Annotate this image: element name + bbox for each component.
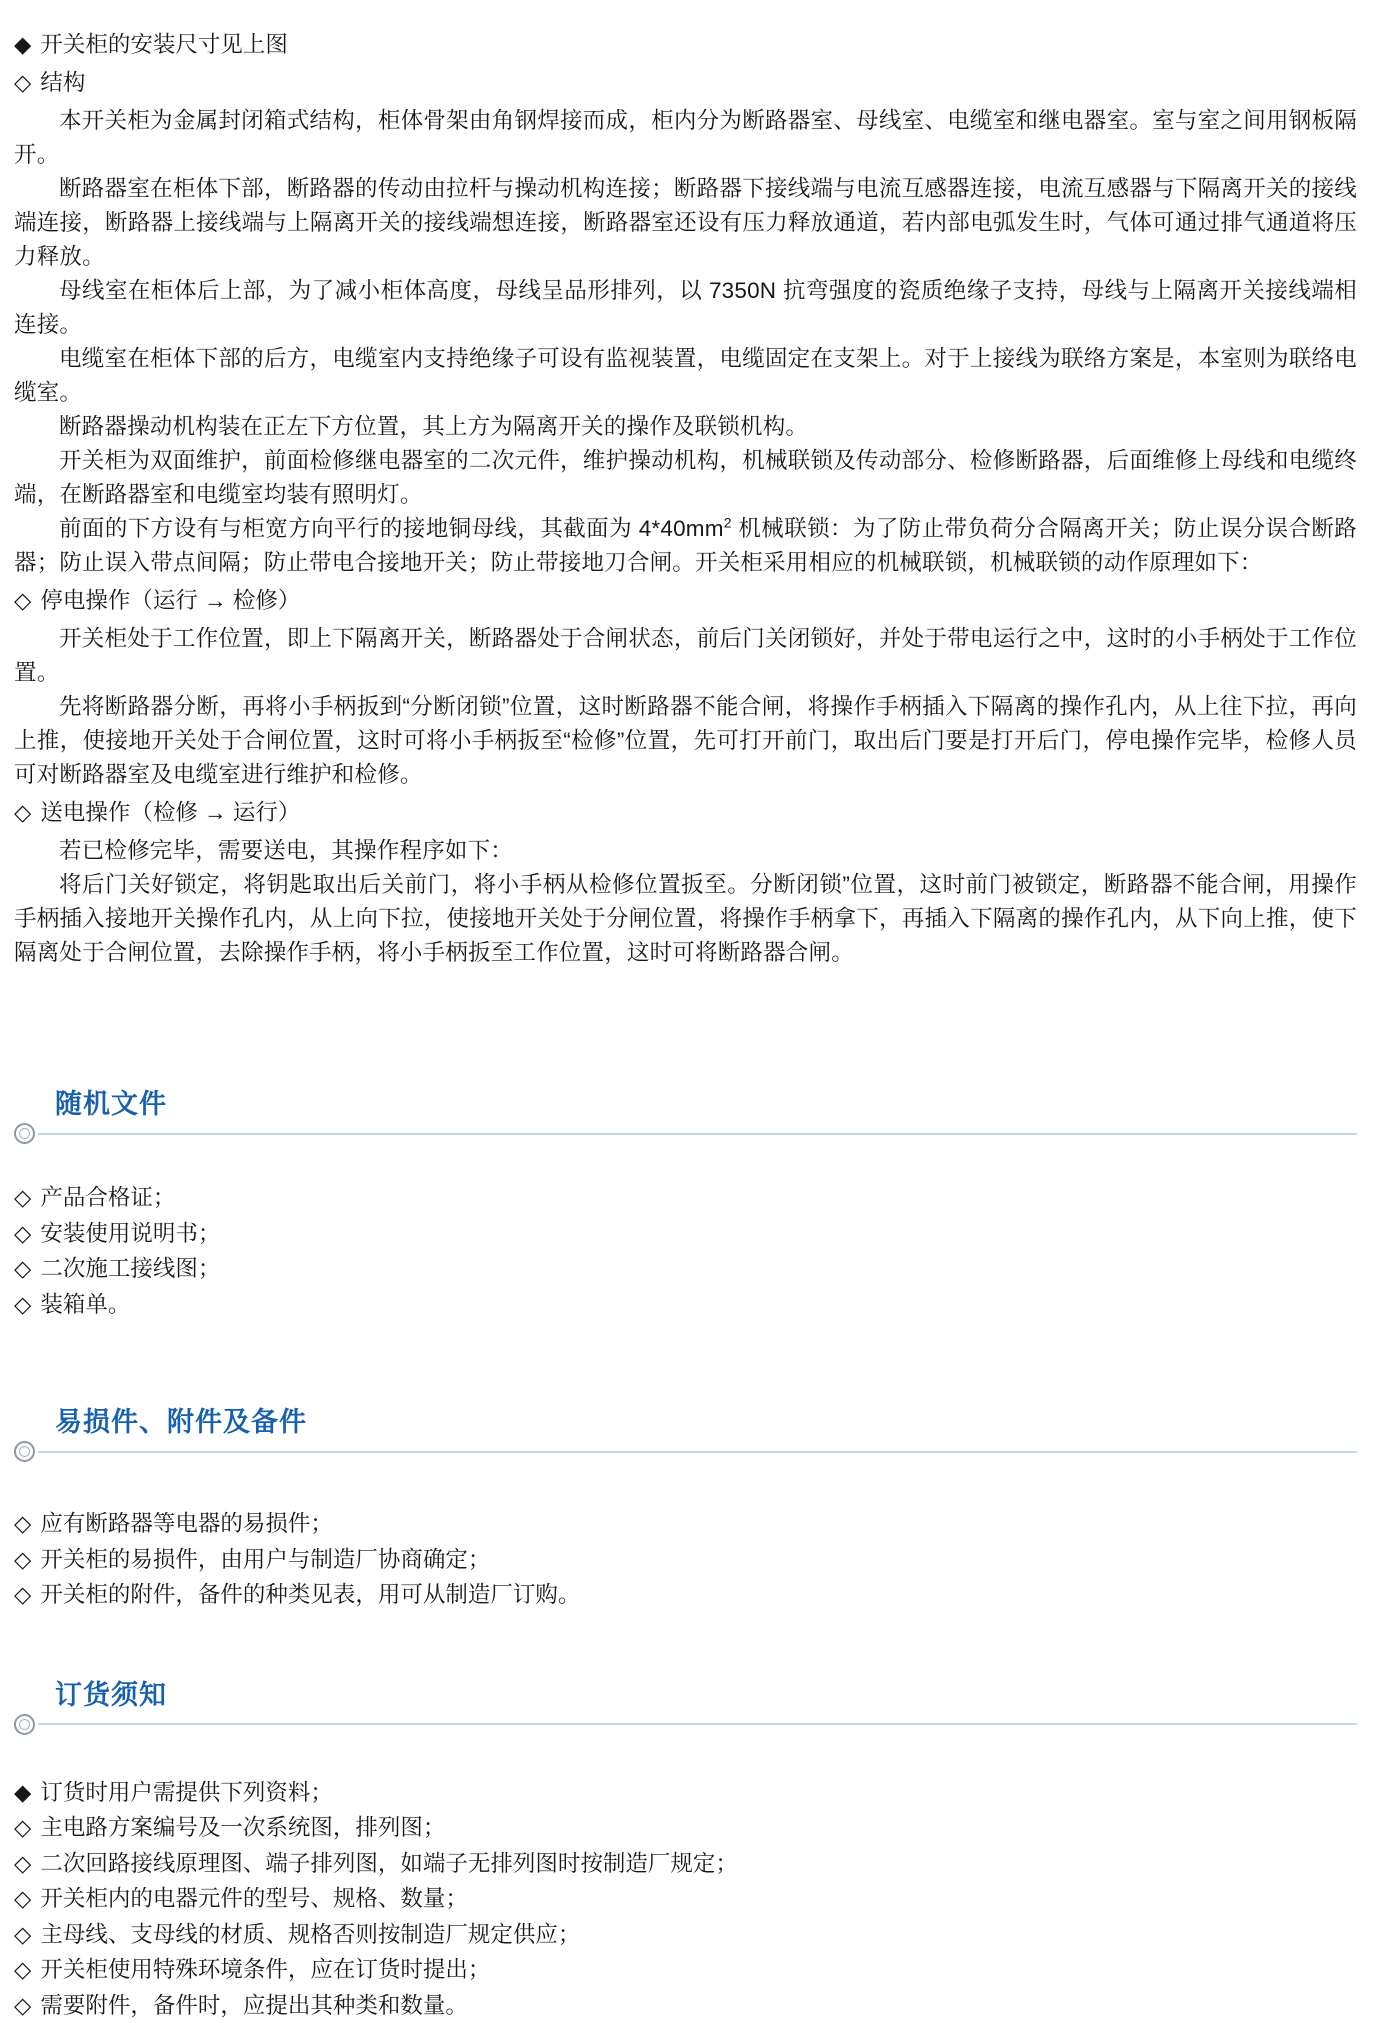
list-item — [14, 1917, 1357, 1953]
list-item-text: 二次施工接线图； — [40, 1251, 220, 1287]
list-item — [14, 1881, 1357, 1917]
superscript-2: 2 — [724, 515, 732, 531]
list-item — [14, 1287, 1357, 1323]
list-item — [14, 1988, 1357, 2023]
section-ring-icon — [14, 1123, 35, 1144]
structure-paragraph-2: 断路器室在柜体下部，断路器的传动由拉杆与操动机构连接；断路器下接线端与电流互感器连接，电流互感器与下隔离开关的接线端连接，断路器上接线端与上隔离开关的接线端想连接，断路器室还设有压力释放通道，若内部电弧发生时，气体可通过排气通道将压力释放。 — [14, 172, 1357, 274]
section-divider — [14, 1714, 1357, 1735]
section-rule-line — [38, 1451, 1357, 1453]
hollow-diamond-bullet-icon: ◇ — [14, 1881, 31, 1917]
power-off-paragraph-1: 开关柜处于工作位置，即上下隔离开关，断路器处于合闸状态，前后门关闭锁好，并处于带电运行之中，这时的小手柄处于工作位置。 — [14, 622, 1357, 690]
grounding-busbar-text: 前面的下方设有与柜宽方向平行的接地铜母线，其截面为 4*40mm — [59, 516, 724, 541]
list-item-text: 主母线、支母线的材质、规格否则按制造厂规定供应； — [40, 1917, 580, 1953]
list-item — [14, 1251, 1357, 1287]
hollow-diamond-bullet-icon: ◇ — [14, 1988, 31, 2023]
interlock-principle-text: 机械联锁：为了防止带负荷分合隔离开关；防止误分误合断路器；防止误入带点间隔；防止带电合接地开关；防止带接地刀合闸。开关柜采用相应的机械联锁，机械联锁的动作原理如下： — [14, 516, 1357, 575]
list-item-text: 二次回路接线原理图、端子排列图，如端子无排列图时按制造厂规定； — [40, 1846, 738, 1882]
section-random-documents — [14, 1088, 1357, 1322]
list-item-text: 开关柜使用特殊环境条件，应在订货时提出； — [40, 1952, 490, 1988]
hollow-diamond-bullet-icon: ◇ — [14, 1810, 31, 1846]
wear-parts-list — [14, 1506, 1357, 1613]
section-ring-icon — [14, 1714, 35, 1735]
hollow-diamond-bullet-icon: ◇ — [14, 1287, 31, 1323]
hollow-diamond-bullet-icon: ◇ — [14, 584, 31, 618]
list-item-text: 安装使用说明书； — [40, 1216, 220, 1252]
section-rule-line — [38, 1723, 1357, 1725]
power-off-paragraph-2: 先将断路器分断，再将小手柄扳到“分断闭锁”位置，这时断路器不能合闸，将操作手柄插入下隔离的操作孔内，从上往下拉，再向上推，使接地开关处于合闸位置，这时可将小手柄扳至“检修”位置，先可打开前门，取出后门要是打开后门，停电操作完毕，检修人员可对断路器室及电缆室进行维护和检修。 — [14, 690, 1357, 792]
filled-diamond-bullet-icon: ◆ — [14, 28, 31, 62]
list-item-text: 开关柜的附件，备件的种类见表，用可从制造厂订购。 — [40, 1577, 580, 1613]
structure-paragraph-1: 本开关柜为金属封闭箱式结构，柜体骨架由角钢焊接而成，柜内分为断路器室、母线室、电缆室和继电器室。室与室之间用钢板隔开。 — [14, 104, 1357, 172]
hollow-diamond-bullet-icon: ◇ — [14, 1180, 31, 1216]
section-title-ordering-notes: 订货须知 — [14, 1679, 1357, 1711]
hollow-diamond-bullet-icon: ◇ — [14, 1216, 31, 1252]
list-item — [14, 1542, 1357, 1578]
power-on-paragraph-2: 将后门关好锁定，将钥匙取出后关前门，将小手柄从检修位置扳至。分断闭锁”位置，这时前门被锁定，断路器不能合闸，用操作手柄插入接地开关操作孔内，从上向下拉，使接地开关处于分闸位置，将操作手柄拿下，再插入下隔离的操作孔内，从下向上推，使下隔离处于合闸位置，去除操作手柄，将小手柄扳至工作位置，这时可将断路器合闸。 — [14, 868, 1357, 970]
hollow-diamond-bullet-icon: ◇ — [14, 1251, 31, 1287]
structure-paragraph-7 — [14, 512, 1357, 580]
hollow-diamond-bullet-icon: ◇ — [14, 1952, 31, 1988]
section-title-wear-parts: 易损件、附件及备件 — [14, 1406, 1357, 1438]
section-rule-line — [38, 1133, 1357, 1135]
section-wear-parts — [14, 1406, 1357, 1613]
list-item-text: 产品合格证； — [40, 1180, 175, 1216]
list-item — [14, 1506, 1357, 1542]
section-title-random-documents: 随机文件 — [14, 1088, 1357, 1120]
list-item — [14, 1775, 1357, 1811]
structure-heading-text: 结构 — [40, 66, 1357, 100]
list-item — [14, 1810, 1357, 1846]
list-item-text: 开关柜内的电器元件的型号、规格、数量； — [40, 1881, 468, 1917]
list-item-text: 装箱单。 — [40, 1287, 130, 1323]
section-divider — [14, 1123, 1357, 1144]
hollow-diamond-bullet-icon: ◇ — [14, 1917, 31, 1953]
installation-note-text: 开关柜的安装尺寸见上图 — [40, 28, 1357, 62]
installation-note-line — [14, 28, 1357, 62]
list-item — [14, 1180, 1357, 1216]
power-on-heading-text: 送电操作（检修 → 运行） — [40, 796, 1357, 830]
hollow-diamond-bullet-icon: ◇ — [14, 796, 31, 830]
list-item-text: 主电路方案编号及一次系统图，排列图； — [40, 1810, 445, 1846]
filled-diamond-bullet-icon: ◆ — [14, 1775, 31, 1811]
random-documents-list — [14, 1180, 1357, 1322]
ordering-notes-list — [14, 1775, 1357, 2023]
structure-paragraph-6: 开关柜为双面维护，前面检修继电器室的二次元件，维护操动机构，机械联锁及传动部分、检修断路器，后面维修上母线和电缆终端，在断路器室和电缆室均装有照明灯。 — [14, 444, 1357, 512]
hollow-diamond-bullet-icon: ◇ — [14, 1577, 31, 1613]
power-on-paragraph-1: 若已检修完毕，需要送电，其操作程序如下： — [14, 834, 1357, 868]
list-item-text: 订货时用户需提供下列资料； — [40, 1775, 333, 1811]
list-item-text: 开关柜的易损件，由用户与制造厂协商确定； — [40, 1542, 490, 1578]
section-divider — [14, 1441, 1357, 1462]
hollow-diamond-bullet-icon: ◇ — [14, 1846, 31, 1882]
power-off-heading-line — [14, 584, 1357, 618]
list-item — [14, 1952, 1357, 1988]
section-ordering-notes — [14, 1679, 1357, 2023]
hollow-diamond-bullet-icon: ◇ — [14, 1542, 31, 1578]
power-on-heading-line — [14, 796, 1357, 830]
list-item — [14, 1216, 1357, 1252]
structure-paragraph-5: 断路器操动机构装在正左下方位置，其上方为隔离开关的操作及联锁机构。 — [14, 410, 1357, 444]
power-off-heading-text: 停电操作（运行 → 检修） — [40, 584, 1357, 618]
structure-paragraph-3: 母线室在柜体后上部，为了减小柜体高度，母线呈品形排列，以 7350N 抗弯强度的瓷质绝缘子支持，母线与上隔离开关接线端相连接。 — [14, 274, 1357, 342]
hollow-diamond-bullet-icon: ◇ — [14, 1506, 31, 1542]
list-item — [14, 1846, 1357, 1882]
structure-heading-line — [14, 66, 1357, 100]
list-item — [14, 1577, 1357, 1613]
section-ring-icon — [14, 1441, 35, 1462]
structure-paragraph-4: 电缆室在柜体下部的后方，电缆室内支持绝缘子可设有监视装置，电缆固定在支架上。对于上接线为联络方案是，本室则为联络电缆室。 — [14, 342, 1357, 410]
list-item-text: 需要附件，备件时，应提出其种类和数量。 — [40, 1988, 468, 2023]
hollow-diamond-bullet-icon: ◇ — [14, 66, 31, 100]
list-item-text: 应有断路器等电器的易损件； — [40, 1506, 333, 1542]
